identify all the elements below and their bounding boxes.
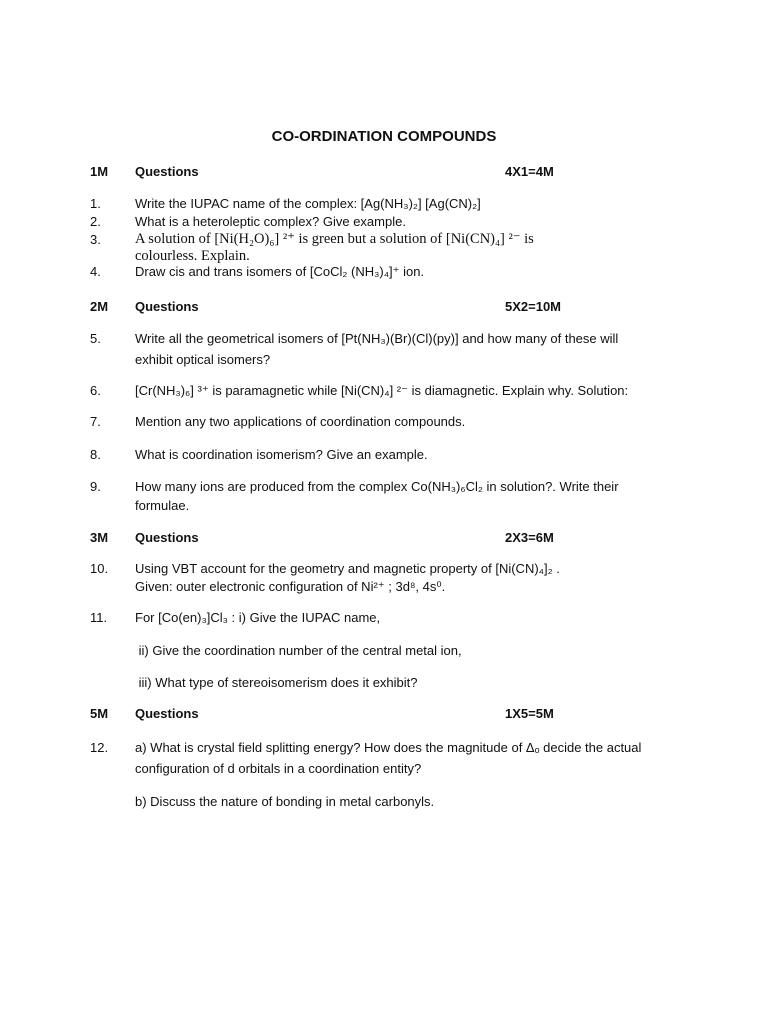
question-text: [Cr(NH₃)₆] ³⁺ is paramagnetic while [Ni(CN)₄] ²⁻ is diamagnetic. Explain why. Solution: — [135, 383, 629, 398]
question-text: iii) What type of stereoisomerism does it exhibit? — [135, 675, 418, 690]
question-number: 9. — [90, 479, 101, 494]
question-text: Given: outer electronic configuration of Ni²⁺ ; 3d⁸, 4s⁰. — [135, 579, 446, 594]
question-number: 2. — [90, 214, 101, 229]
section-total: 5X2=10M — [505, 299, 562, 314]
question-number: 11. — [90, 610, 108, 625]
section-heading: Questions — [135, 706, 199, 721]
question-text: ii) Give the coordination number of the central metal ion, — [135, 643, 462, 658]
question-text: Using VBT account for the geometry and magnetic property of [Ni(CN)₄]₂ . — [135, 561, 560, 576]
question-text: What is a heteroleptic complex? Give example. — [135, 214, 406, 229]
question-text: For [Co(en)₃]Cl₃ : i) Give the IUPAC name, — [135, 610, 381, 625]
question-number: 7. — [90, 414, 101, 429]
section-mark: 2M — [90, 299, 109, 314]
question-text: A solution of [Ni(H₂O)₆] ²⁺ is green but a solution of [Ni(CN)₄] ²⁻ is — [135, 231, 534, 247]
question-text: What is coordination isomerism? Give an example. — [135, 447, 428, 462]
section-total: 1X5=5M — [505, 706, 554, 721]
question-number: 6. — [90, 383, 101, 398]
question-text: Draw cis and trans isomers of [CoCl₂ (NH₃)₄]⁺ ion. — [135, 264, 425, 279]
section-mark: 1M — [90, 164, 109, 179]
section-heading: Questions — [135, 530, 199, 545]
question-text: exhibit optical isomers? — [135, 352, 271, 367]
section-total: 2X3=6M — [505, 530, 554, 545]
question-number: 12. — [90, 740, 109, 755]
section-heading: Questions — [135, 299, 199, 314]
question-number: 5. — [90, 331, 101, 346]
question-text: How many ions are produced from the complex Co(NH₃)₆Cl₂ in solution?. Write their — [135, 479, 619, 494]
section-heading: Questions — [135, 164, 199, 179]
question-text: b) Discuss the nature of bonding in metal carbonyls. — [135, 794, 435, 809]
section-mark: 3M — [90, 530, 109, 545]
section-mark: 5M — [90, 706, 109, 721]
question-number: 1. — [90, 196, 101, 211]
question-text: colourless. Explain. — [135, 248, 250, 264]
question-text: Mention any two applications of coordination compounds. — [135, 414, 466, 429]
question-number: 8. — [90, 447, 101, 462]
question-number: 4. — [90, 264, 101, 279]
question-text: Write the IUPAC name of the complex: [Ag(NH₃)₂] [Ag(CN)₂] — [135, 196, 481, 211]
question-text: configuration of d orbitals in a coordination entity? — [135, 761, 422, 776]
question-text: Write all the geometrical isomers of [Pt(NH₃)(Br)(Cl)(py)] and how many of these will — [135, 331, 619, 346]
question-text: formulae. — [135, 498, 190, 513]
question-text: a) What is crystal field splitting energy? How does the magnitude of Δₒ decide the actual — [135, 740, 642, 755]
question-number: 3. — [90, 232, 101, 247]
page-title: CO-ORDINATION COMPOUNDS — [271, 128, 497, 145]
question-number: 10. — [90, 561, 109, 576]
section-total: 4X1=4M — [505, 164, 554, 179]
